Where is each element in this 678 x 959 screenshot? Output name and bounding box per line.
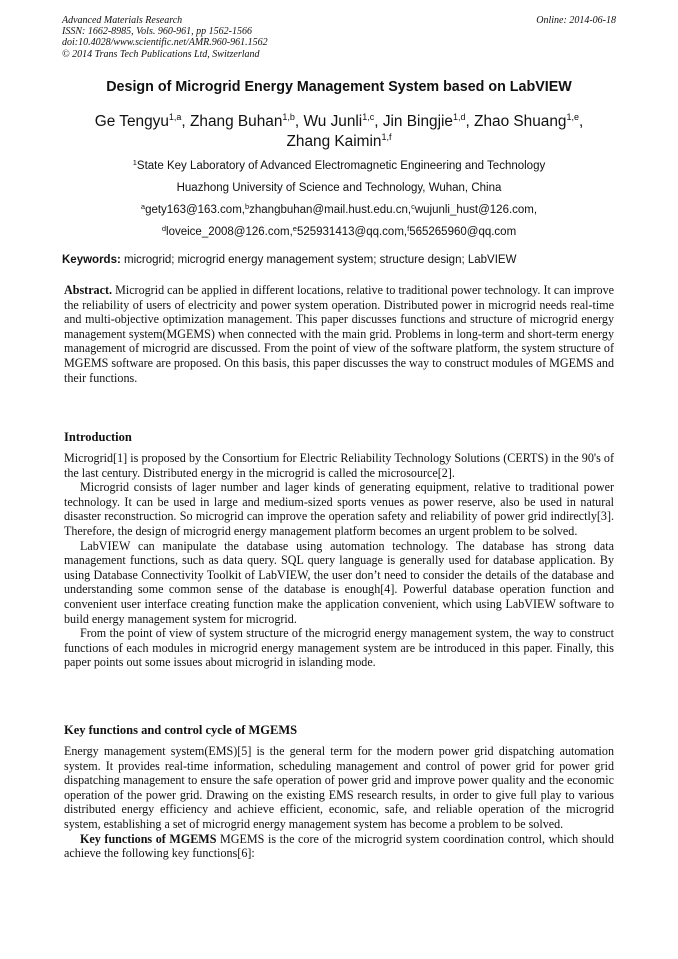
introduction-body [64,451,614,670]
intro-paragraph: LabVIEW can manipulate the database using automation technology. The database has strong data management functions, such as data query. SQL query language is generally used for database application. By using Database Connectivity Toolkit of LabVIEW, the user don’t need to consider the details of the database and understanding some common sense of the database is enough[4]. Powerful database operation function and convenient user interface creating function make the application convenient, which using LabVIEW software to build energy management system for microgrid. [64,538,614,626]
email-link[interactable]: 525931413@qq.com, [296,226,408,238]
author: Zhao Shuang$^{1,e}$, [474,112,584,130]
key-functions-body [64,744,614,861]
author: Jin Bingjie$^{1,d}$, [382,112,475,130]
journal-header [62,15,616,60]
abstract-label: Abstract. [64,283,113,297]
email-link[interactable]: zhangbuhan@mail.hust.edu.cn, [249,204,412,216]
intro-paragraph: Microgrid[1] is proposed by the Consortium for Electric Reliability Technology Solutions (CERTS) in the 90's of the last century. Distributed energy in the microgrid is called the microsource[2]. [64,451,614,480]
doi-line[interactable]: doi:10.4028/www.scientific.net/AMR.960-961.1562 [62,37,268,49]
email-link[interactable]: 565265960@qq.com [409,226,517,238]
affiliation-university: Huazhong University of Science and Technology, Wuhan, China [176,182,502,194]
email-link[interactable]: wujunli_hust@126.com, [414,204,538,216]
keywords-text: microgrid; microgrid energy management system; structure design; LabVIEW [124,254,517,266]
online-date: Online: 2014-06-18 [536,15,616,26]
author: Zhang Kaimin$^{1,f}$ [286,132,392,150]
email-link[interactable]: loveice_2008@126.com, [166,226,293,238]
author: Wu Junli$^{1,c}$, [303,112,383,130]
email-link[interactable]: gety163@163.com, [145,204,245,216]
intro-paragraph: From the point of view of system structure of the microgrid energy management system, the way to construct functions of each modules in microgrid energy management system are be introduced in this paper. Finally, this paper points out some issues about microgrid in islanding mode. [64,626,614,670]
paper-title: Design of Microgrid Energy Management System based on LabVIEW [106,79,572,95]
affiliation-block [62,155,616,243]
email-line-1: $^a$gety163@163.com,$^b$zhangbuhan@mail.hust.edu.cn,$^c$wujunli_hust@126.com, [140,202,538,216]
abstract-text: Microgrid can be applied in different locations, relative to traditional power technology. It can improve the reliability of users of electricity and power system operation. Distributed power in microgrid needs real-time and multi-objective optimization management. This paper discusses functions and structure of microgrid energy management system(MGEMS) when connected with the main grid. Problems in long-term and short-term energy management of microgrid are discussed. From the point of view of the software platform, the system structure of MGEMS software are proposed. On this basis, this paper discusses the way to construct modules of MGEMS and their functions. [64,283,614,385]
abstract [64,283,614,385]
copyright-line: © 2014 Trans Tech Publications Ltd, Switzerland [62,48,260,60]
keywords-line [62,254,616,266]
issn-line: ISSN: 1662-8985, Vols. 960-961, pp 1562-1566 [62,26,252,38]
author-list [62,112,616,152]
keywords-label: Keywords: [62,254,121,266]
key-functions-text: MGEMS is the core of the microgrid system coordination control, which should achieve the following key functions[6]: [64,831,614,861]
author: Ge Tengyu$^{1,a}$, [94,112,190,130]
intro-paragraph: Microgrid consists of lager number and lager kinds of generating equipment, relative to traditional power technology. It can be used in large and medium-sized sports venues as power reserve, also be used in natural disaster reconstruction. So microgrid can improve the operation safety and reliability of power grid indirectly[3]. Therefore, the design of microgrid energy management platform becomes an urgent problem to be solved. [64,480,614,538]
email-line-2: $^d$loveice_2008@126.com,$^e$525931413@qq.com,$^f$565265960@qq.com [161,224,517,238]
affiliation-lab: $^1$State Key Laboratory of Advanced Electromagnetic Engineering and Technology [132,158,546,172]
key-functions-paragraph [64,832,614,861]
journal-name: Advanced Materials Research [62,15,183,26]
key-functions-heading: Key functions and control cycle of MGEMS [64,723,298,737]
key-functions-label: Key functions of MGEMS [80,831,217,846]
introduction-heading: Introduction [64,430,132,444]
author: Zhang Buhan$^{1,b}$, [189,112,304,130]
key-paragraph: Energy management system(EMS)[5] is the general term for the modern power grid dispatching automation system. It provides real-time information, scheduling management and control of power grid for power grid dispatching management to ensure the safe operation of power grid and improve power quality and the economic operation of the power grid. Drawing on the existing EMS research results, in order to give full play to various distributed energy efficiency and achieve efficient, economic, safe, and reliable operation of the microgrid system, establishing a set of microgrid energy management system has become a problem to be solved. [64,744,614,831]
